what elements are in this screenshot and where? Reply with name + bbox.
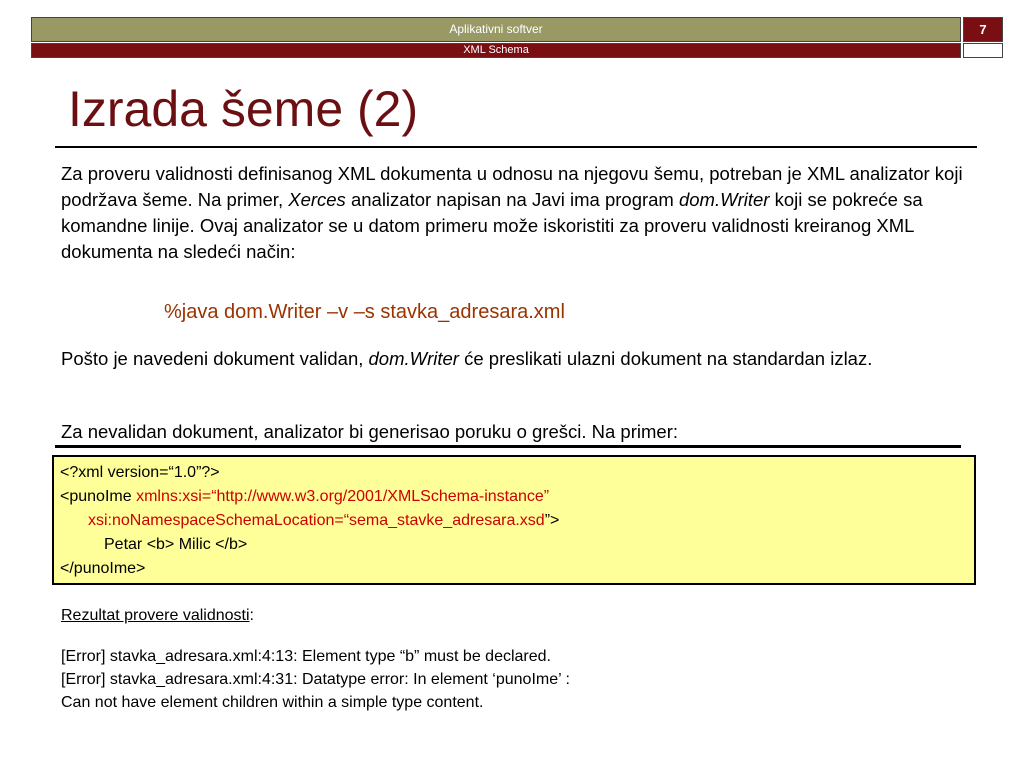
header-topic: XML Schema: [463, 44, 529, 56]
xerces-term: Xerces: [288, 189, 346, 210]
xml-code-box: [52, 455, 976, 585]
valid-text-1: Pošto je navedeni dokument validan,: [61, 348, 369, 369]
header-course-bar: [31, 17, 961, 42]
valid-text-2: će preslikati ulazni dokument na standardan izlaz.: [458, 348, 873, 369]
code-divider: [55, 445, 961, 448]
result-label: Rezultat provere validnosti: [61, 607, 250, 624]
code-line: Petar <b> Milic </b>: [104, 536, 248, 553]
domwriter-term-2: dom.Writer: [368, 348, 459, 369]
code-tag: <punoIme: [60, 488, 137, 505]
code-line: [60, 485, 974, 509]
code-attr: xsi:noNamespaceSchemaLocation=“sema_stavke_adresara.xsd: [88, 512, 545, 529]
intro-paragraph: [61, 161, 971, 265]
error-line: [Error] stavka_adresara.xml:4:13: Element type “b” must be declared.: [61, 648, 551, 665]
intro-text-2: analizator napisan na Javi ima program: [345, 189, 679, 210]
intro-text-1: Za proveru validnosti definisanog XML dokumenta u odnosu na njegovu šemu, potreban je XML analizator koji podržava šeme. Na primer,: [61, 163, 963, 210]
valid-paragraph: [61, 346, 941, 372]
error-output: [61, 645, 570, 714]
code-line: [60, 509, 974, 533]
command-line: %java dom.Writer –v –s stavka_adresara.xml: [164, 301, 565, 323]
slide-number: 7: [979, 22, 987, 37]
header-course-title: Aplikativni softver: [449, 22, 543, 36]
error-line: [Error] stavka_adresara.xml:4:31: Datatype error: In element ‘punoIme’ :: [61, 671, 570, 688]
intro-text-3: koji se pokreće sa komandne linije. Ovaj analizator se u datom primeru može iskoristiti za proveru validnosti kreiranog XML dokumenta na sledeći način:: [61, 189, 923, 262]
domwriter-term: dom.Writer: [678, 189, 770, 210]
result-colon: :: [249, 607, 254, 624]
invalid-paragraph: Za nevalidan dokument, analizator bi generisao poruku o grešci. Na primer:: [61, 421, 678, 442]
code-line: </punoIme>: [60, 560, 146, 577]
slide-number-box: [963, 17, 1003, 42]
slide-title: Izrada šeme (2): [68, 81, 419, 137]
title-divider: [55, 146, 977, 148]
header-topic-bar: [31, 43, 961, 58]
code-attr: xmlns:xsi=“http://www.w3.org/2001/XMLSchema-instance”: [136, 488, 550, 505]
code-tag-end: ”>: [544, 512, 560, 529]
code-line: <?xml version=“1.0”?>: [60, 464, 220, 481]
result-heading: [61, 607, 254, 625]
header-corner-box: [963, 43, 1003, 58]
error-line: Can not have element children within a simple type content.: [61, 694, 484, 711]
